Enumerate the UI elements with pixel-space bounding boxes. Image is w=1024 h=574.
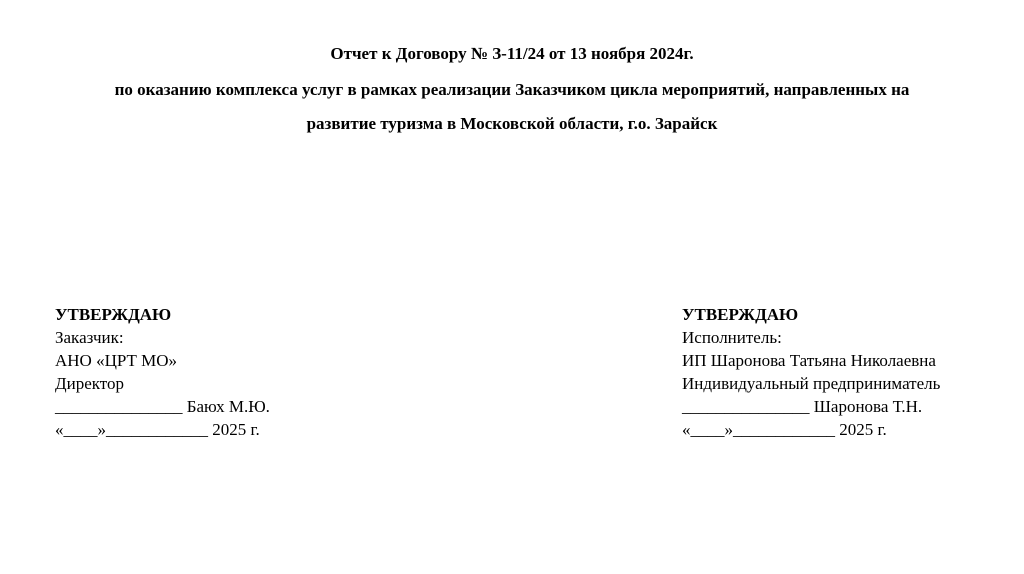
contractor-signature-line: _______________ Шаронова Т.Н. [682, 397, 923, 416]
contractor-date-line: «____»____________ 2025 г. [682, 420, 887, 439]
title-line-region: развитие туризма в Московской области, г.о. Зарайск [306, 114, 718, 133]
title-line-subject: по оказанию комплекса услуг в рамках реализации Заказчиком цикла мероприятий, направленных на [114, 80, 910, 99]
contractor-approve-heading: УТВЕРЖДАЮ [682, 305, 799, 324]
customer-position: Директор [55, 374, 124, 393]
contractor-position: Индивидуальный предприниматель [682, 374, 941, 393]
customer-organization: АНО «ЦРТ МО» [55, 351, 178, 370]
contractor-role-label: Исполнитель: [682, 328, 782, 347]
contractor-organization: ИП Шаронова Татьяна Николаевна [682, 351, 936, 370]
customer-signature-line: _______________ Баюх М.Ю. [55, 397, 270, 416]
customer-date-line: «____»____________ 2025 г. [55, 420, 260, 439]
customer-approve-heading: УТВЕРЖДАЮ [55, 305, 172, 324]
customer-approval-block [55, 303, 270, 441]
contractor-approval-block [682, 303, 940, 441]
title-line-contract: Отчет к Договору № З-11/24 от 13 ноября 2024г. [330, 44, 694, 63]
customer-role-label: Заказчик: [55, 328, 124, 347]
